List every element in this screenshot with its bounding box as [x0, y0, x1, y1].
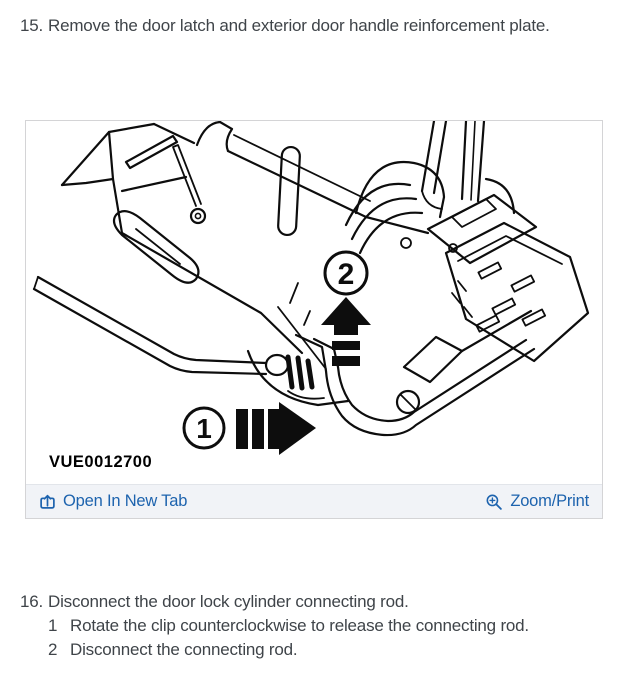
image-code-label: VUE0012700: [49, 453, 153, 471]
open-in-new-tab-icon: [39, 493, 56, 510]
up-arrow-icon: [321, 297, 371, 366]
step-15-number: 15.: [20, 16, 44, 35]
callout-2-label: 2: [337, 258, 355, 291]
substep-2-text: Disconnect the connecting rod.: [70, 640, 298, 659]
substep-1-number: 1: [48, 616, 58, 635]
step-16-number: 16.: [20, 592, 44, 611]
callout-2: [321, 252, 371, 366]
open-in-new-tab-label: Open In New Tab: [63, 492, 188, 510]
open-in-new-tab-link[interactable]: [39, 492, 187, 511]
callout-1-label: 1: [196, 413, 212, 444]
step-16-text: Disconnect the door lock cylinder connecting rod.: [48, 592, 409, 611]
zoom-print-link[interactable]: [485, 492, 589, 511]
substep-1: [48, 614, 529, 638]
substep-2-number: 2: [48, 640, 58, 659]
callout-1: [184, 402, 316, 455]
substep-1-text: Rotate the clip counterclockwise to release the connecting rod.: [70, 616, 529, 635]
right-arrow-icon: [236, 402, 316, 455]
substep-2: [48, 638, 529, 662]
magnifier-plus-icon: [485, 493, 503, 511]
zoom-print-label: Zoom/Print: [510, 492, 589, 510]
step-15: [20, 14, 550, 38]
step-15-text: Remove the door latch and exterior door handle reinforcement plate.: [48, 16, 550, 35]
step-16: [20, 590, 529, 662]
figure-toolbar: [26, 484, 602, 518]
figure-card: [25, 120, 603, 519]
door-latch-diagram: [26, 121, 602, 484]
diagram-image: [26, 121, 602, 484]
